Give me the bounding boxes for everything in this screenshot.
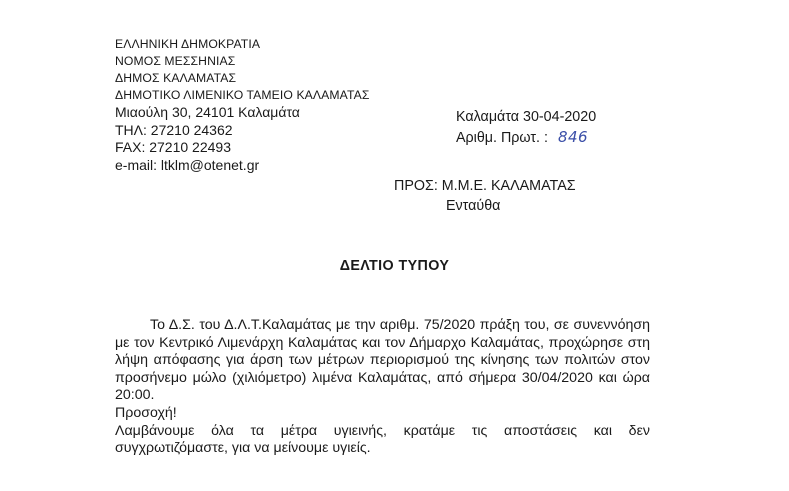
document-title: ΔΕΛΤΙΟ ΤΥΠΟΥ: [339, 258, 450, 274]
closing-paragraph: Λαμβάνουμε όλα τα μέτρα υγιεινής, κρατάμε τις αποστάσεις και δεν συγχρωτιζόμαστε, για να μείνουμε υγιείς.: [115, 422, 650, 457]
recipient-block: [394, 176, 576, 216]
recipient-location: Ενταύθα: [446, 198, 501, 214]
municipality-line: ΔΗΜΟΣ ΚΑΛΑΜΑΤΑΣ: [115, 71, 237, 85]
recipient-line: ΠΡΟΣ: Μ.Μ.Ε. ΚΑΛΑΜΑΤΑΣ: [394, 178, 576, 194]
letterhead: [115, 36, 369, 174]
protocol-number-handwritten: 846: [557, 128, 589, 146]
fax-line: FAX: 27210 22493: [115, 139, 231, 155]
protocol-row: [456, 127, 596, 148]
organization-line: ΔΗΜΟΤΙΚΟ ΛΙΜΕΝΙΚΟ ΤΑΜΕΙΟ ΚΑΛΑΜΑΤΑΣ: [115, 88, 370, 102]
email-line: e-mail: ltklm@otenet.gr: [115, 156, 260, 173]
protocol-label: Αριθμ. Πρωτ. :: [456, 130, 548, 146]
country-line: ΕΛΛΗΝΙΚΗ ΔΗΜΟΚΡΑΤΙΑ: [115, 37, 261, 51]
address-line: Μιαούλη 30, 24101 Καλαμάτα: [115, 104, 300, 120]
phone-line: ΤΗΛ: 27210 24362: [115, 121, 233, 138]
date-protocol-block: [456, 107, 596, 148]
body-paragraph: Το Δ.Σ. του Δ.Λ.Τ.Καλαμάτας με την αριθμ. 75/2020 πράξη του, σε συνεννόηση με τον Κεντρικό Λιμενάρχη Καλαμάτας και τον Δήμαρχο Καλαμάτας, προχώρησε στη λήψη απόφασης για άρση των μέτρων περιορισμού της κίνησης των πολιτών στον προσήνεμο μώλο (χιλιόμετρο) λιμένα Καλαμάτας, από σήμερα 30/04/2020 και ώρα 20:00.: [115, 317, 650, 404]
prefecture-line: ΝΟΜΟΣ ΜΕΣΣΗΝΙΑΣ: [115, 54, 236, 68]
document-body: [115, 317, 650, 458]
place-date: Καλαμάτα 30-04-2020: [456, 109, 597, 125]
attention-line: Προσοχή!: [115, 404, 177, 421]
